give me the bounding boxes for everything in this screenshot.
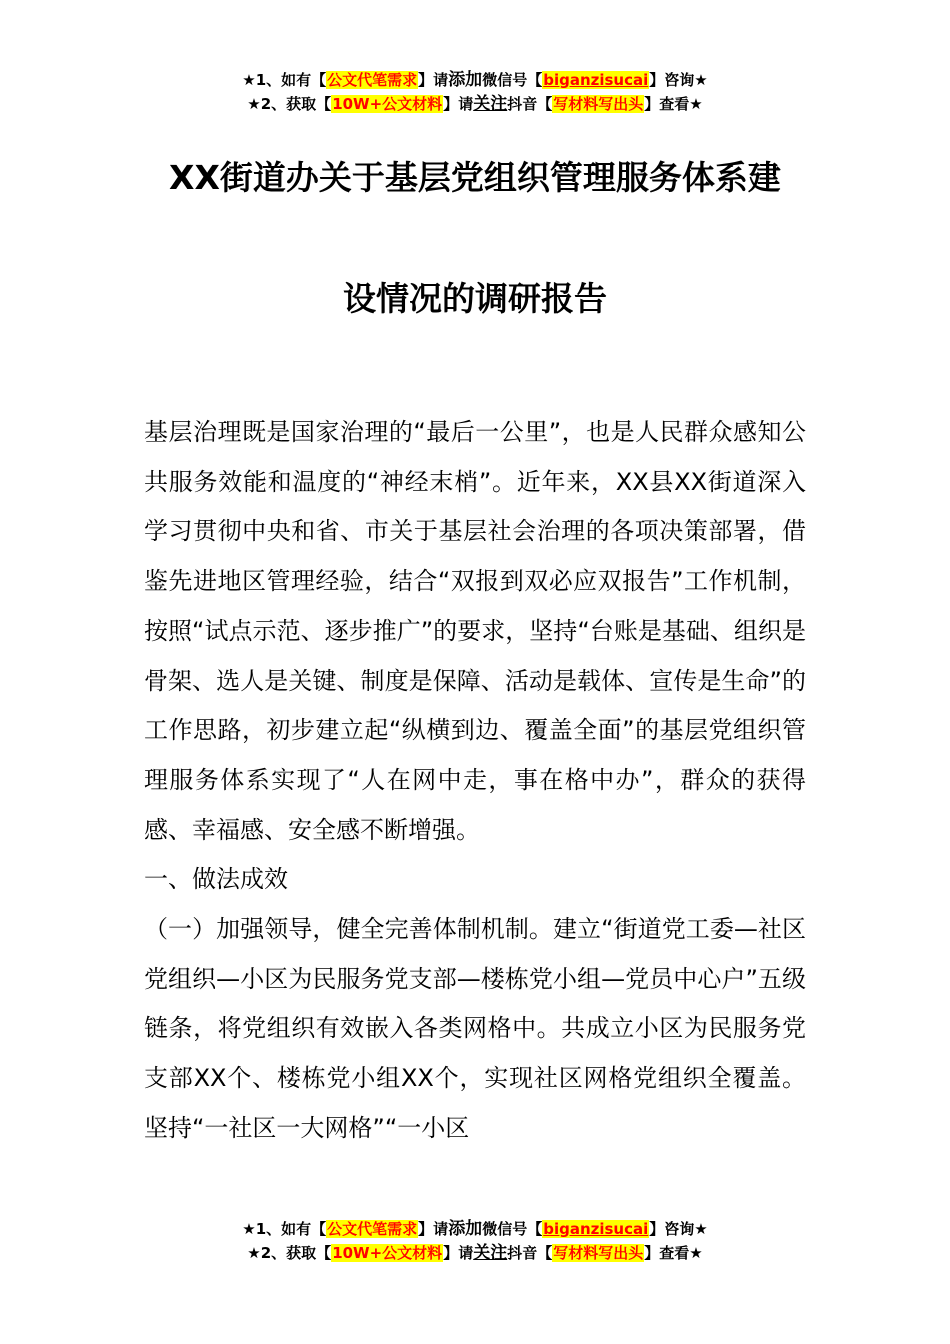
banner-text: ★2、获取【 (247, 95, 332, 113)
section-heading: 一、做法成效 (144, 865, 288, 894)
banner-line-2 (0, 92, 950, 116)
body-paragraph: 基层治理既是国家治理的“最后一公里”，也是人民群众感知公共服务效能和温度的“神经末梢”。近年来，XX县XX街道深入学习贯彻中央和省、市关于基层社会治理的各项决策部署，借鉴先进地区管理经验，结合“双报到双必应双报告”工作机制，按照“试点示范、逐步推广”的要求，坚持“台账是基础、组织是骨架、选人是关键、制度是保障、活动是载体、宣传是生命”的工作思路，初步建立起“纵横到边、覆盖全面”的基层党组织管理服务体系实现了“人在网中走，事在格中办”，群众的获得感、幸福感、安全感不断增强。 (144, 418, 806, 844)
banner-line-1 (0, 1217, 950, 1241)
document-title-line-1: XX街道办关于基层党组织管理服务体系建 (169, 158, 781, 197)
banner-text: 】咨询★ (649, 1220, 708, 1238)
banner-text: ★1、如有【 (242, 1220, 327, 1238)
banner-highlight: biganzisucai (543, 71, 649, 89)
banner-text: 添加 (448, 70, 483, 90)
banner-text: 抖音【 (507, 95, 553, 113)
body-paragraph: （一）加强领导，健全完善体制机制。建立“街道党工委—社区党组织—小区为民服务党支部—楼栋党小组—党员中心户”五级链条，将党组织有效嵌入各类网格中。共成立小区为民服务党支部XX个、楼栋党小组XX个，实现社区网格党组织全覆盖。坚持“一社区一大网格”“一小区 (144, 915, 806, 1142)
banner-line-1 (0, 68, 950, 92)
banner-text: 】请 (418, 1220, 449, 1238)
banner-text: 】查看★ (644, 1244, 703, 1262)
banner-text: 】查看★ (644, 95, 703, 113)
banner-text: ★2、获取【 (247, 1244, 332, 1262)
banner-text: 关注 (473, 1243, 508, 1263)
banner-text: 微信号【 (482, 1220, 543, 1238)
banner-line-2 (0, 1241, 950, 1265)
banner-highlight: 写材料写出头 (553, 95, 644, 113)
banner-text: 关注 (473, 94, 508, 114)
banner-highlight: 公文代笔需求 (327, 71, 418, 89)
banner-highlight: 10W+公文材料 (332, 95, 443, 113)
banner-text: 】请 (443, 95, 474, 113)
footer-banner (0, 1217, 950, 1265)
banner-text: 】请 (443, 1244, 474, 1262)
banner-text: 抖音【 (507, 1244, 553, 1262)
banner-highlight: 公文代笔需求 (327, 1220, 418, 1238)
document-title-line-2: 设情况的调研报告 (343, 279, 607, 318)
banner-highlight: biganzisucai (543, 1220, 649, 1238)
banner-text: ★1、如有【 (242, 71, 327, 89)
banner-text: 微信号【 (482, 71, 543, 89)
document-body (144, 408, 806, 1154)
banner-text: 添加 (448, 1219, 483, 1239)
banner-highlight: 10W+公文材料 (332, 1244, 443, 1262)
banner-highlight: 写材料写出头 (553, 1244, 644, 1262)
header-banner (0, 68, 950, 116)
banner-text: 】咨询★ (649, 71, 708, 89)
banner-text: 】请 (418, 71, 449, 89)
